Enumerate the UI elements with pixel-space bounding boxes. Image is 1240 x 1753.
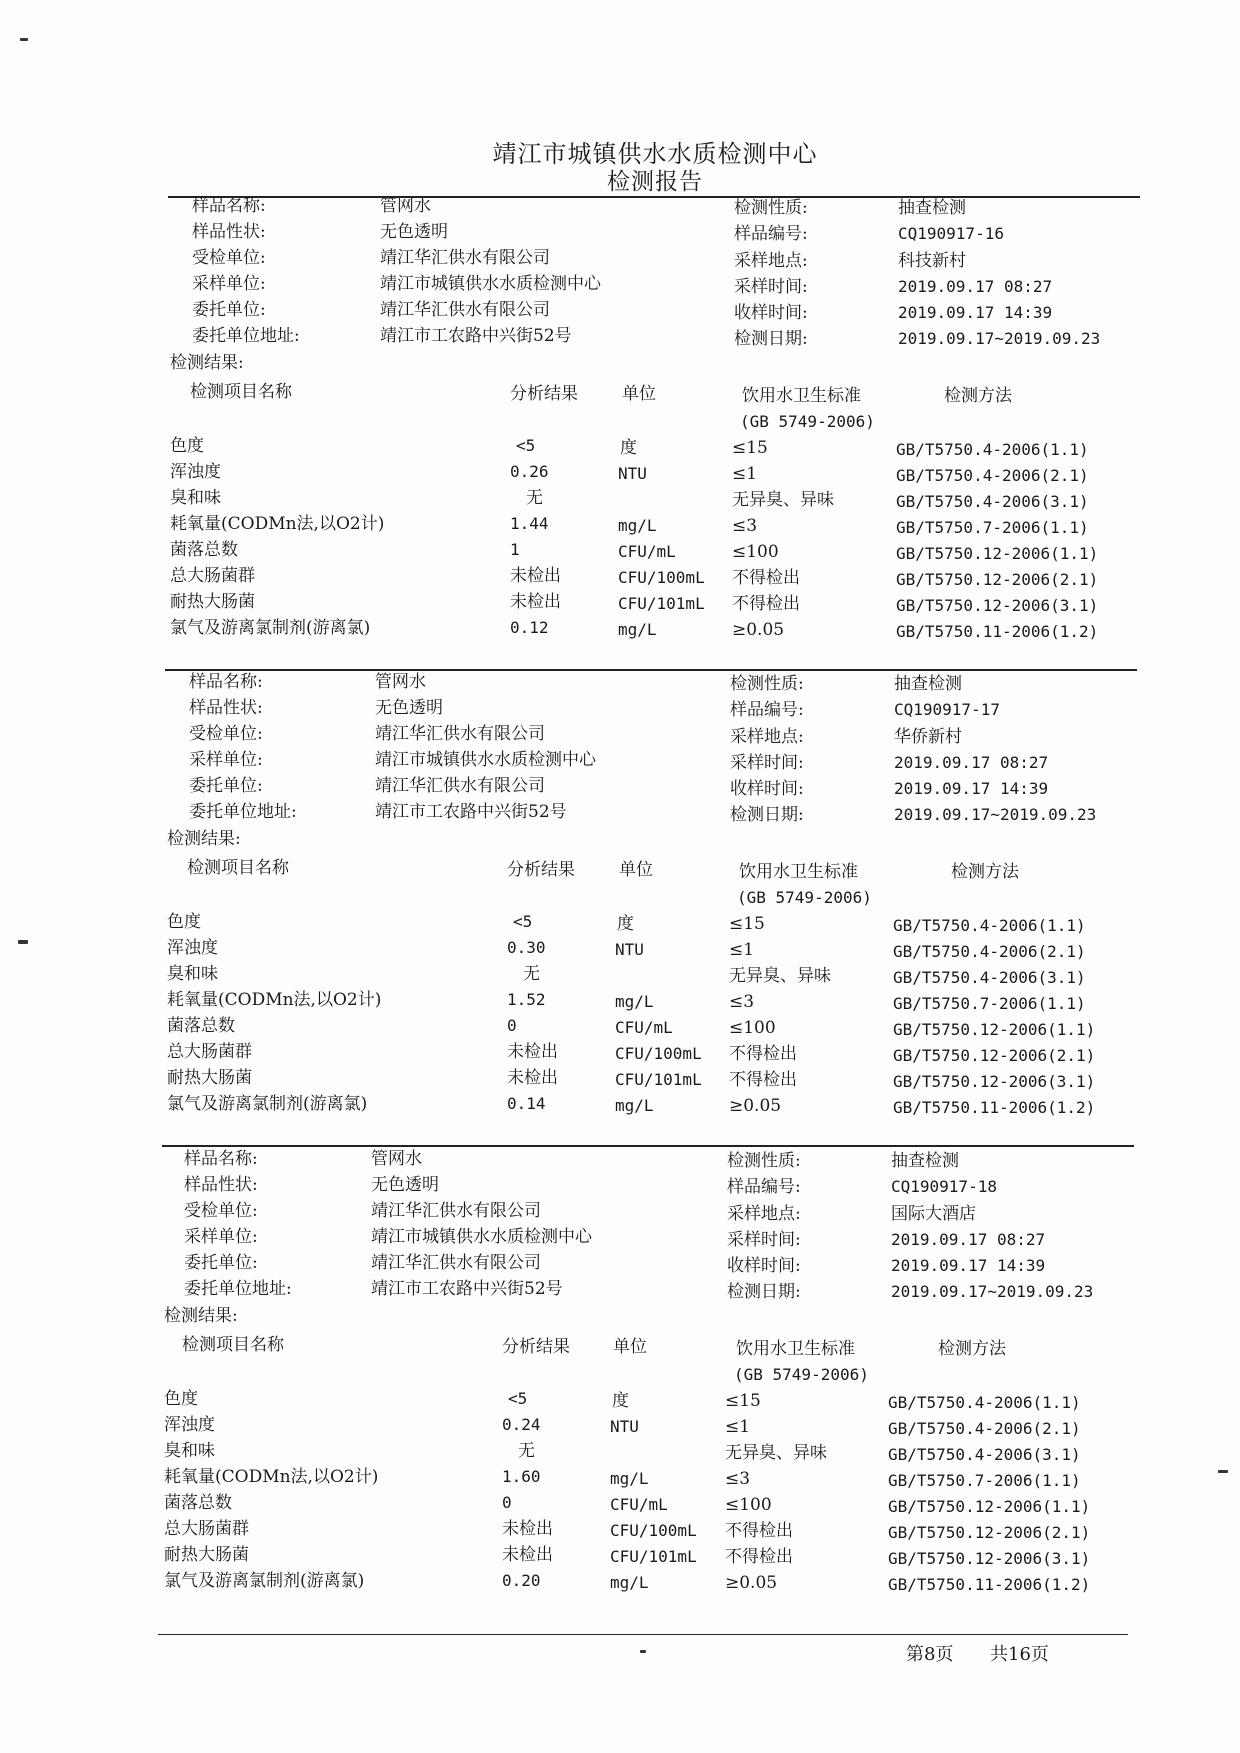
row-result: 未检出: [510, 566, 561, 586]
row-standard: ≤100: [732, 542, 779, 562]
row-method: GB/T5750.12-2006(3.1): [896, 596, 1099, 615]
row-result: 无: [523, 964, 540, 984]
row-result: 未检出: [507, 1042, 558, 1062]
inspected-unit-value: 靖江华汇供水有限公司: [375, 724, 545, 744]
test-nature-value: 抽查检测: [898, 198, 966, 218]
row-method: GB/T5750.4-2006(1.1): [896, 440, 1089, 459]
sample-name-value: 管网水: [375, 672, 426, 692]
row-item: 浑浊度: [164, 1415, 215, 1435]
row-standard: 不得检出: [732, 568, 800, 588]
row-standard: ≤100: [725, 1495, 772, 1515]
row-standard: ≤1: [729, 940, 755, 960]
sample-name-label: 样品名称:: [189, 672, 263, 692]
client-unit-label: 委托单位:: [192, 300, 266, 320]
inspected-unit-label: 受检单位:: [184, 1201, 258, 1221]
col-standard-code: (GB 5749-2006): [737, 888, 872, 907]
row-method: GB/T5750.12-2006(1.1): [896, 544, 1099, 563]
row-standard: ≥0.05: [729, 1096, 782, 1116]
row-result: 未检出: [510, 592, 561, 612]
row-unit: CFU/100mL: [610, 1521, 697, 1540]
col-unit-header: 单位: [622, 384, 656, 404]
row-unit: mg/L: [615, 1096, 654, 1115]
row-item: 浑浊度: [167, 938, 218, 958]
row-standard: 不得检出: [729, 1044, 797, 1064]
client-unit-value: 靖江华汇供水有限公司: [380, 300, 550, 320]
row-standard: ≥0.05: [732, 620, 785, 640]
inspected-unit-value: 靖江华汇供水有限公司: [371, 1201, 541, 1221]
col-standard-header: 饮用水卫生标准: [742, 386, 861, 406]
col-result-header: 分析结果: [502, 1337, 570, 1357]
row-standard: 无异臭、异味: [725, 1443, 827, 1463]
results-label: 检测结果:: [170, 353, 244, 373]
row-method: GB/T5750.7-2006(1.1): [896, 518, 1089, 537]
col-standard-code: (GB 5749-2006): [740, 412, 875, 431]
row-standard: ≤3: [725, 1469, 751, 1489]
row-method: GB/T5750.12-2006(2.1): [888, 1523, 1091, 1542]
inspected-unit-label: 受检单位:: [189, 724, 263, 744]
row-item: 耗氧量(CODMn法,以O2计): [167, 990, 382, 1010]
row-standard: ≤3: [729, 992, 755, 1012]
sample-no-value: CQ190917-16: [898, 224, 1004, 243]
sampling-time-label: 采样时间:: [727, 1230, 801, 1250]
row-result: 0: [502, 1493, 512, 1512]
row-result: 未检出: [502, 1545, 553, 1565]
row-standard: ≤15: [732, 438, 768, 458]
row-result: <5: [508, 1389, 528, 1408]
test-date-label: 检测日期:: [730, 805, 804, 825]
sampling-time-value: 2019.09.17 08:27: [898, 277, 1053, 296]
row-method: GB/T5750.11-2006(1.2): [888, 1575, 1091, 1594]
row-standard: 无异臭、异味: [732, 490, 834, 510]
col-standard-code: (GB 5749-2006): [734, 1365, 869, 1384]
sampling-unit-value: 靖江市城镇供水水质检测中心: [371, 1227, 592, 1247]
row-item: 臭和味: [170, 488, 221, 508]
sampling-time-value: 2019.09.17 08:27: [894, 753, 1049, 772]
row-method: GB/T5750.12-2006(2.1): [896, 570, 1099, 589]
client-address-value: 靖江市工农路中兴街52号: [380, 326, 572, 346]
row-standard: ≤1: [732, 464, 758, 484]
row-method: GB/T5750.7-2006(1.1): [888, 1471, 1081, 1490]
sample-state-value: 无色透明: [380, 222, 448, 242]
row-standard: ≤15: [729, 914, 765, 934]
col-item-header: 检测项目名称: [190, 382, 292, 402]
scan-speck: [20, 38, 28, 41]
row-method: GB/T5750.12-2006(1.1): [888, 1497, 1091, 1516]
sample-block: [164, 1149, 1124, 1629]
client-unit-value: 靖江华汇供水有限公司: [371, 1253, 541, 1273]
row-standard: ≤1: [725, 1417, 751, 1437]
row-unit: mg/L: [610, 1573, 649, 1592]
test-date-label: 检测日期:: [734, 329, 808, 349]
row-result: 0.12: [510, 618, 549, 637]
row-item: 氯气及游离氯制剂(游离氯): [167, 1094, 368, 1114]
row-method: GB/T5750.12-2006(1.1): [893, 1020, 1096, 1039]
client-address-label: 委托单位地址:: [184, 1279, 292, 1299]
row-unit: 度: [612, 1391, 629, 1411]
row-unit: mg/L: [615, 992, 654, 1011]
client-address-value: 靖江市工农路中兴街52号: [371, 1279, 563, 1299]
sampling-site-label: 采样地点:: [730, 727, 804, 747]
col-standard-header: 饮用水卫生标准: [739, 862, 858, 882]
row-method: GB/T5750.12-2006(2.1): [893, 1046, 1096, 1065]
row-method: GB/T5750.4-2006(2.1): [888, 1419, 1081, 1438]
client-unit-label: 委托单位:: [189, 776, 263, 796]
row-item: 浑浊度: [170, 462, 221, 482]
test-nature-label: 检测性质:: [734, 198, 808, 218]
receiving-time-label: 收样时间:: [734, 303, 808, 323]
sampling-site-value: 国际大酒店: [891, 1204, 976, 1224]
row-unit: NTU: [615, 940, 644, 959]
row-item: 菌落总数: [167, 1016, 235, 1036]
sample-block: [167, 672, 1127, 1152]
row-method: GB/T5750.11-2006(1.2): [896, 622, 1099, 641]
row-method: GB/T5750.4-2006(3.1): [893, 968, 1086, 987]
sampling-unit-value: 靖江市城镇供水水质检测中心: [380, 274, 601, 294]
row-result: 1.44: [510, 514, 549, 533]
sample-no-label: 样品编号:: [727, 1177, 801, 1197]
sample-state-label: 样品性状:: [189, 698, 263, 718]
test-nature-label: 检测性质:: [727, 1151, 801, 1171]
sampling-time-label: 采样时间:: [734, 277, 808, 297]
col-result-header: 分析结果: [507, 860, 575, 880]
sampling-time-label: 采样时间:: [730, 753, 804, 773]
row-result: 无: [518, 1441, 535, 1461]
client-unit-value: 靖江华汇供水有限公司: [375, 776, 545, 796]
results-label: 检测结果:: [167, 829, 241, 849]
sample-state-label: 样品性状:: [184, 1175, 258, 1195]
col-unit-header: 单位: [619, 860, 653, 880]
scan-speck: [1218, 1470, 1228, 1473]
row-standard: 不得检出: [725, 1547, 793, 1567]
col-method-header: 检测方法: [938, 1339, 1006, 1359]
test-nature-label: 检测性质:: [730, 674, 804, 694]
row-item: 耐热大肠菌: [167, 1068, 252, 1088]
row-item: 耐热大肠菌: [170, 592, 255, 612]
row-standard: 不得检出: [732, 594, 800, 614]
row-standard: ≤3: [732, 516, 758, 536]
sample-no-value: CQ190917-17: [894, 700, 1000, 719]
col-method-header: 检测方法: [944, 386, 1012, 406]
row-item: 色度: [164, 1389, 198, 1409]
row-unit: CFU/101mL: [610, 1547, 697, 1566]
row-item: 菌落总数: [164, 1493, 232, 1513]
results-label: 检测结果:: [164, 1306, 238, 1326]
scan-speck: [640, 1650, 646, 1653]
row-method: GB/T5750.4-2006(3.1): [888, 1445, 1081, 1464]
row-unit: CFU/100mL: [615, 1044, 702, 1063]
row-unit: mg/L: [618, 620, 657, 639]
sampling-unit-label: 采样单位:: [192, 274, 266, 294]
section-divider: [162, 1145, 1134, 1147]
col-unit-header: 单位: [613, 1337, 647, 1357]
row-result: 0.24: [502, 1415, 541, 1434]
row-unit: NTU: [610, 1417, 639, 1436]
sampling-time-value: 2019.09.17 08:27: [891, 1230, 1046, 1249]
row-unit: mg/L: [610, 1469, 649, 1488]
scan-speck: [18, 940, 28, 944]
inspected-unit-value: 靖江华汇供水有限公司: [380, 248, 550, 268]
row-item: 总大肠菌群: [164, 1519, 249, 1539]
row-item: 总大肠菌群: [167, 1042, 252, 1062]
row-item: 总大肠菌群: [170, 566, 255, 586]
test-date-value: 2019.09.17~2019.09.23: [891, 1282, 1094, 1301]
row-item: 耗氧量(CODMn法,以O2计): [164, 1467, 379, 1487]
row-unit: mg/L: [618, 516, 657, 535]
row-standard: 不得检出: [725, 1521, 793, 1541]
row-result: 0.26: [510, 462, 549, 481]
row-method: GB/T5750.12-2006(3.1): [893, 1072, 1096, 1091]
row-result: 0.14: [507, 1094, 546, 1113]
col-item-header: 检测项目名称: [187, 858, 289, 878]
row-result: 0.20: [502, 1571, 541, 1590]
row-method: GB/T5750.4-2006(2.1): [893, 942, 1086, 961]
row-method: GB/T5750.7-2006(1.1): [893, 994, 1086, 1013]
row-standard: 无异臭、异味: [729, 966, 831, 986]
test-date-value: 2019.09.17~2019.09.23: [898, 329, 1101, 348]
row-unit: 度: [620, 438, 637, 458]
client-unit-label: 委托单位:: [184, 1253, 258, 1273]
row-method: GB/T5750.12-2006(3.1): [888, 1549, 1091, 1568]
row-item: 菌落总数: [170, 540, 238, 560]
test-date-label: 检测日期:: [727, 1282, 801, 1302]
row-item: 耗氧量(CODMn法,以O2计): [170, 514, 385, 534]
sample-no-label: 样品编号:: [734, 224, 808, 244]
report-org-title: 靖江市城镇供水水质检测中心: [492, 140, 818, 168]
bottom-divider: [158, 1634, 1128, 1635]
receiving-time-value: 2019.09.17 14:39: [894, 779, 1049, 798]
col-standard-header: 饮用水卫生标准: [736, 1339, 855, 1359]
sample-block: [170, 196, 1130, 676]
row-result: 未检出: [507, 1068, 558, 1088]
col-item-header: 检测项目名称: [182, 1335, 284, 1355]
row-method: GB/T5750.4-2006(3.1): [896, 492, 1089, 511]
sample-name-value: 管网水: [380, 196, 431, 216]
report-title: 检测报告: [607, 169, 703, 195]
row-result: 1: [510, 540, 520, 559]
sample-no-label: 样品编号:: [730, 700, 804, 720]
sample-state-value: 无色透明: [375, 698, 443, 718]
row-result: <5: [513, 912, 533, 931]
row-result: <5: [516, 436, 536, 455]
row-result: 未检出: [502, 1519, 553, 1539]
row-unit: NTU: [618, 464, 647, 483]
row-standard: ≥0.05: [725, 1573, 778, 1593]
sampling-site-value: 科技新村: [898, 251, 966, 271]
test-nature-value: 抽查检测: [894, 674, 962, 694]
sample-name-label: 样品名称:: [184, 1149, 258, 1169]
row-unit: CFU/mL: [610, 1495, 668, 1514]
row-result: 无: [526, 488, 543, 508]
row-method: GB/T5750.4-2006(1.1): [893, 916, 1086, 935]
page-number: 第8页: [906, 1644, 954, 1665]
row-standard: ≤100: [729, 1018, 776, 1038]
sampling-site-label: 采样地点:: [727, 1204, 801, 1224]
receiving-time-value: 2019.09.17 14:39: [891, 1256, 1046, 1275]
row-item: 臭和味: [167, 964, 218, 984]
sampling-unit-label: 采样单位:: [189, 750, 263, 770]
row-item: 色度: [167, 912, 201, 932]
sample-name-value: 管网水: [371, 1149, 422, 1169]
receiving-time-value: 2019.09.17 14:39: [898, 303, 1053, 322]
sampling-unit-label: 采样单位:: [184, 1227, 258, 1247]
row-standard: 不得检出: [729, 1070, 797, 1090]
inspected-unit-label: 受检单位:: [192, 248, 266, 268]
page-total: 共16页: [990, 1644, 1049, 1665]
row-method: GB/T5750.4-2006(2.1): [896, 466, 1089, 485]
client-address-value: 靖江市工农路中兴街52号: [375, 802, 567, 822]
sampling-unit-value: 靖江市城镇供水水质检测中心: [375, 750, 596, 770]
row-result: 1.60: [502, 1467, 541, 1486]
row-standard: ≤15: [725, 1391, 761, 1411]
row-unit: 度: [617, 914, 634, 934]
row-unit: CFU/101mL: [615, 1070, 702, 1089]
row-item: 色度: [170, 436, 204, 456]
client-address-label: 委托单位地址:: [189, 802, 297, 822]
sampling-site-label: 采样地点:: [734, 251, 808, 271]
row-method: GB/T5750.11-2006(1.2): [893, 1098, 1096, 1117]
test-nature-value: 抽查检测: [891, 1151, 959, 1171]
row-method: GB/T5750.4-2006(1.1): [888, 1393, 1081, 1412]
sample-state-label: 样品性状:: [192, 222, 266, 242]
client-address-label: 委托单位地址:: [192, 326, 300, 346]
row-unit: CFU/101mL: [618, 594, 705, 613]
receiving-time-label: 收样时间:: [730, 779, 804, 799]
row-result: 0.30: [507, 938, 546, 957]
col-method-header: 检测方法: [951, 862, 1019, 882]
row-result: 1.52: [507, 990, 546, 1009]
row-unit: CFU/mL: [615, 1018, 673, 1037]
row-item: 氯气及游离氯制剂(游离氯): [170, 618, 371, 638]
sampling-site-value: 华侨新村: [894, 727, 962, 747]
col-result-header: 分析结果: [510, 384, 578, 404]
row-item: 臭和味: [164, 1441, 215, 1461]
row-item: 耐热大肠菌: [164, 1545, 249, 1565]
sample-no-value: CQ190917-18: [891, 1177, 997, 1196]
receiving-time-label: 收样时间:: [727, 1256, 801, 1276]
row-unit: CFU/100mL: [618, 568, 705, 587]
row-item: 氯气及游离氯制剂(游离氯): [164, 1571, 365, 1591]
sample-state-value: 无色透明: [371, 1175, 439, 1195]
sample-name-label: 样品名称:: [192, 196, 266, 216]
row-unit: CFU/mL: [618, 542, 676, 561]
section-divider: [165, 669, 1137, 671]
row-result: 0: [507, 1016, 517, 1035]
test-date-value: 2019.09.17~2019.09.23: [894, 805, 1097, 824]
